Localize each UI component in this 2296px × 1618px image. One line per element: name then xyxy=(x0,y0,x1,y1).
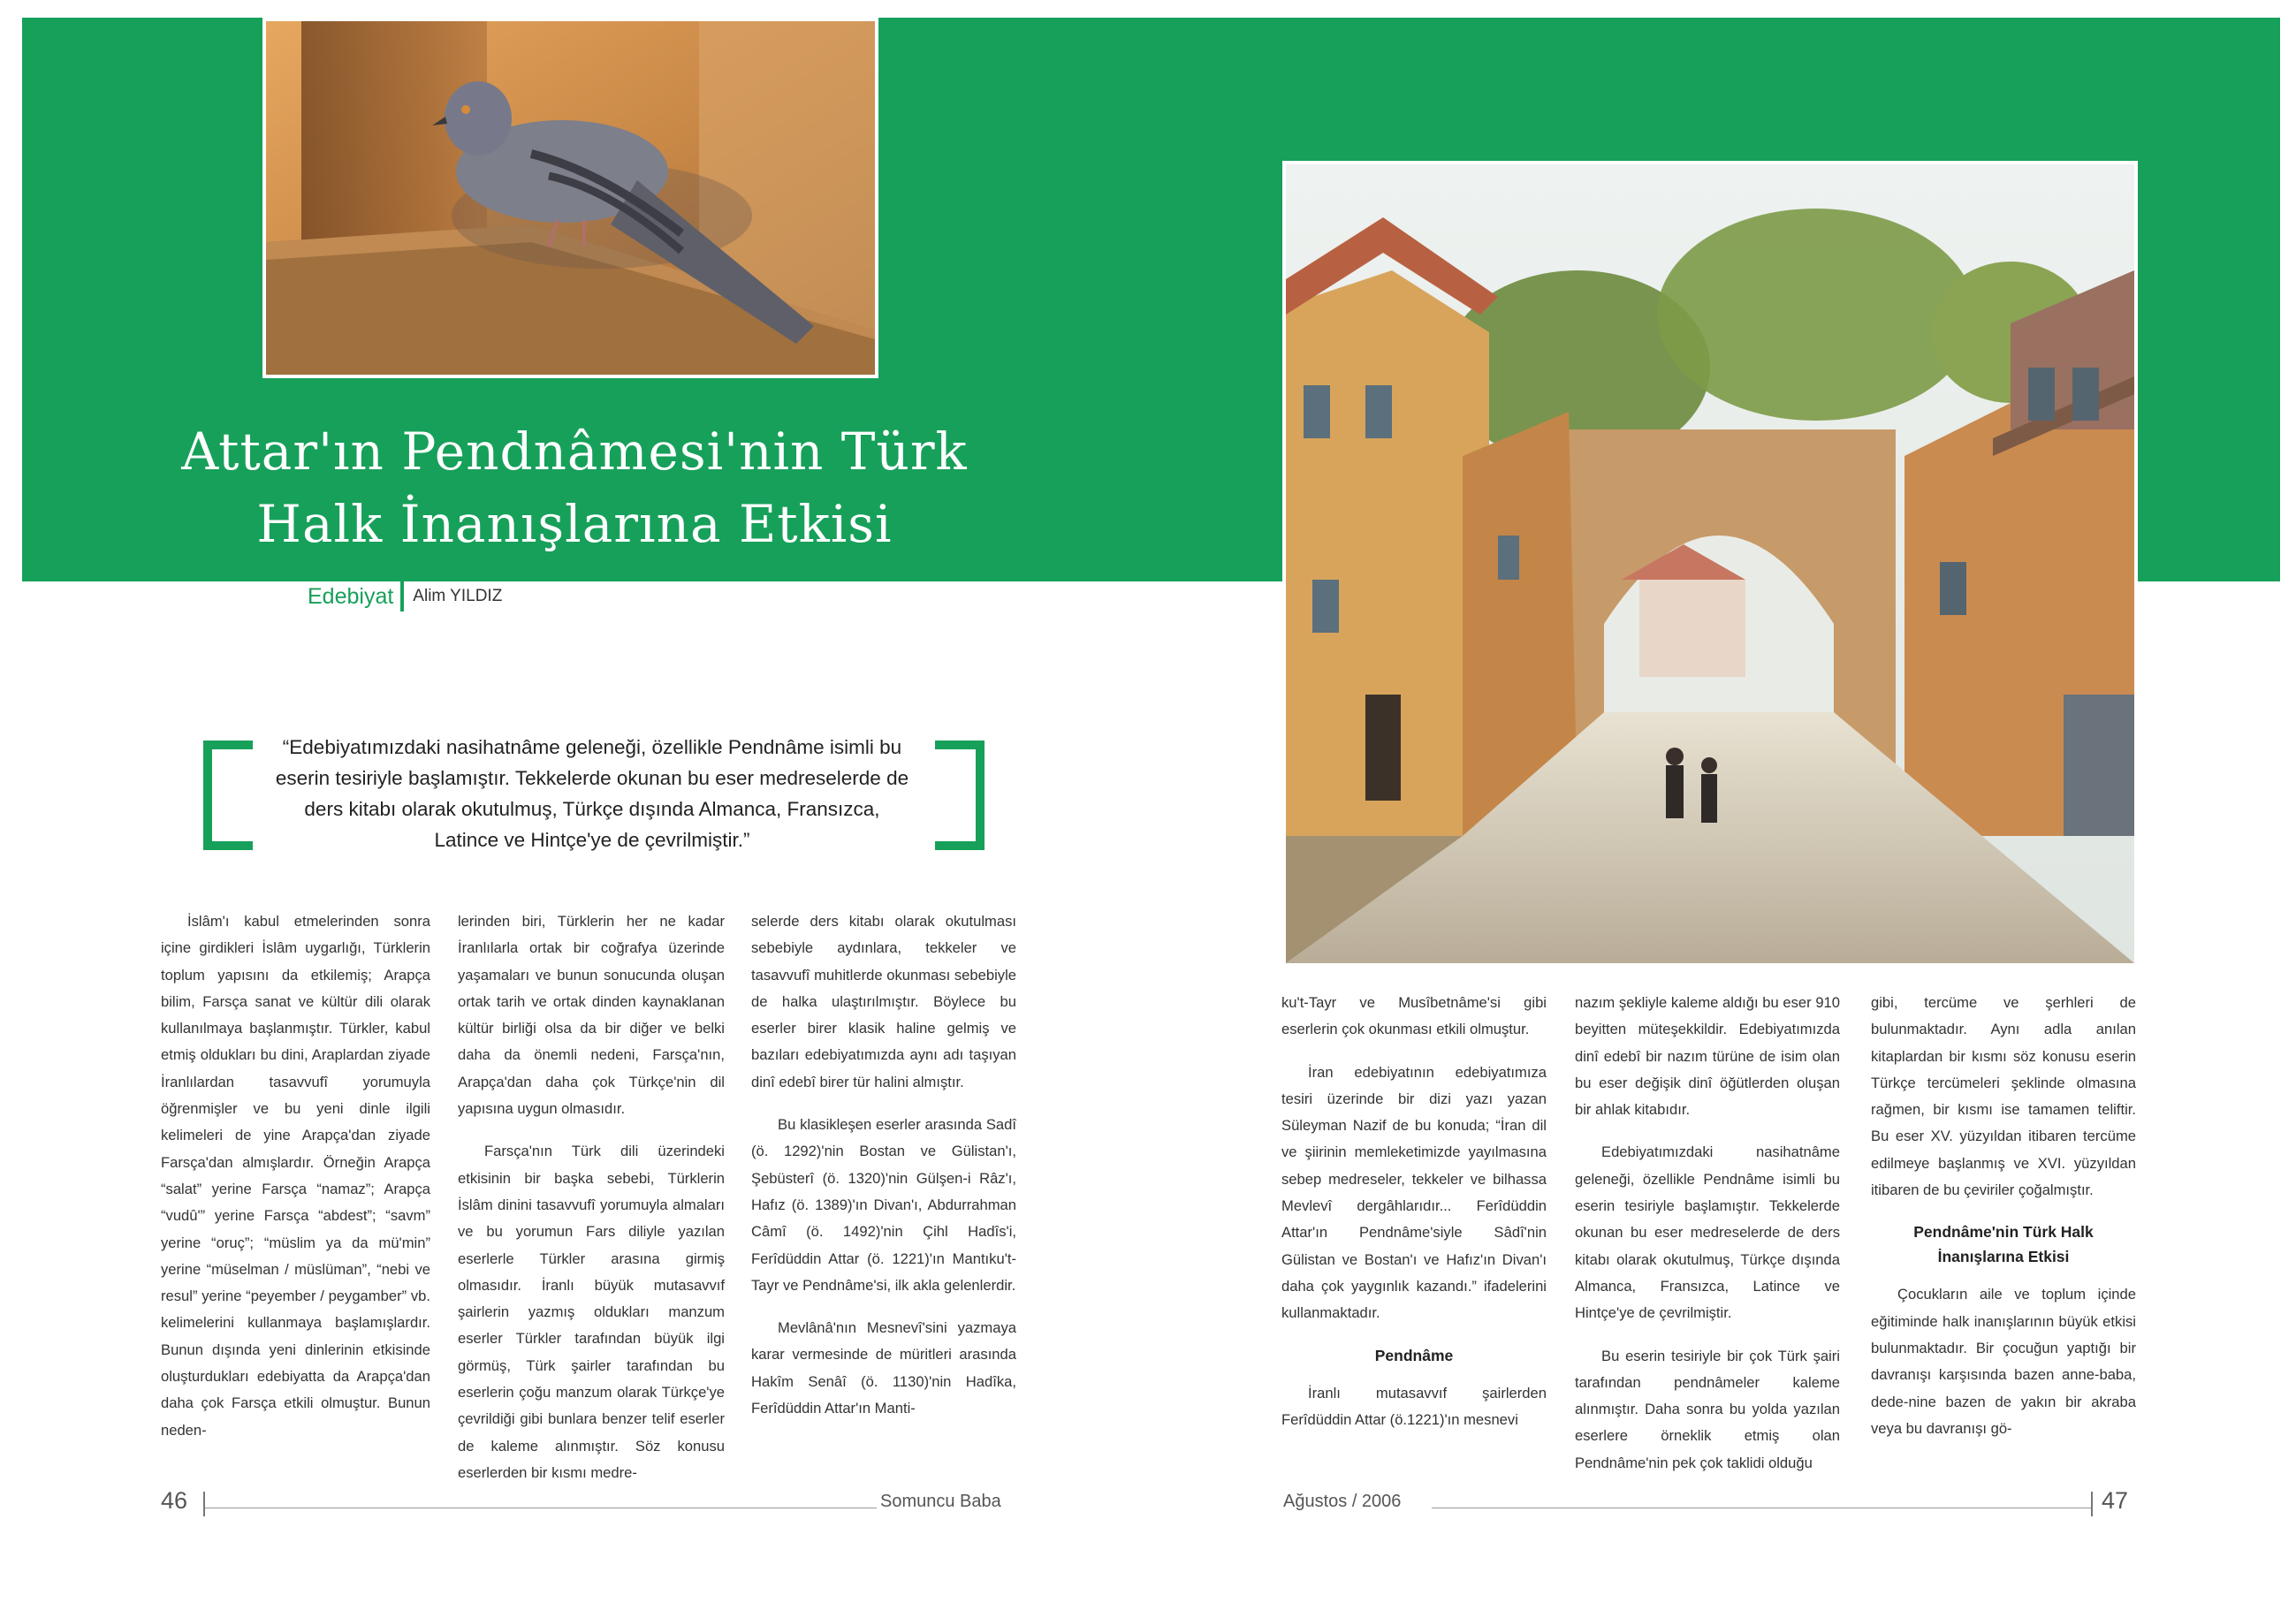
pull-quote: “Edebiyatımızdaki nasihatnâme geleneği, özellikle Pendnâme isimli bu eserin tesiriyle başlamıştır. Tekkelerde okunan bu eser medreselerde de ders kitabı olarak okutulmuş, Türkçe dışında Almanca, Fransızca, Latince ve Hintçe'ye de çevrilmiştir.” xyxy=(275,736,909,851)
quote-bracket-left xyxy=(203,741,253,850)
footer-tick-left xyxy=(203,1492,205,1516)
column-3 xyxy=(751,908,1016,1438)
column-4 xyxy=(1281,990,1547,1449)
paragraph: gibi, tercüme ve şerhleri de bulunmaktadır. Aynı adla anılan kitaplardan bir kısmı söz konusu eserin Türkçe tercümeleri şeklinde olmasına rağmen, bir kısmı ise tamamen teliftir. Bu eser XV. yüzyıldan itibaren tercüme edilmeye başlanmış ve XVI. yüzyıldan itibaren de bu çeviriler çoğalmıştır. xyxy=(1871,994,2136,1199)
footer-tick-right xyxy=(2091,1492,2093,1516)
title-line-2: Halk İnanışlarına Etkisi xyxy=(256,494,893,554)
byline xyxy=(308,581,502,611)
pigeon-image xyxy=(266,21,875,375)
column-6 xyxy=(1871,990,2136,1458)
paragraph: Bu klasikleşen eserler arasında Sadî (ö. 1292)'nin Bostan ve Gülistan'ı, Şebüsterî (ö. 1320)'nin Gülşen-i Râz'ı, Hafız (ö. 1389)'ın Divan'ı, Abdurrahman Câmî (ö. 1492)'nin Çihl Hadîs'i, Ferîdüddin Attar (ö. 1221)'ın Mantıku't-Tayr ve Pendnâme'si, ilk akla gelenlerdir. xyxy=(751,1116,1016,1294)
paragraph: selerde ders kitabı olarak okutulması sebebiyle aydınlara, tekkeler ve tasavvufî muhitlerde okunması sebebiyle de halka ulaştırılmıştır. Böylece bu eserler birer klasik haline gelmiş ve bazıları edebiyatımızda aynı adı taşıyan dinî edebî birer tür halini almıştır. xyxy=(751,913,1016,1090)
page-number-left: 46 xyxy=(161,1487,188,1514)
paragraph: Farsça'nın Türk dili üzerindeki etkisinin bir başka sebebi, Türklerin İslâm dinini tasavvufî yorumuyla almaları ve bu yorumun Fars diliyle yazılan eserlerle Türkler arasına girmiş olmasıdır. İranlı büyük mutasavvıf şairlerin yazmış oldukları manzum eserler Türkler tarafından büyük ilgi görmüş, Türk şairler tarafından bu eserlerin çoğu manzum olarak Türkçe'ye çevrildiği gibi bunlara benzer telif eserler de kaleme alınmıştır. Söz konusu eserlerden bir kısmı medre- xyxy=(458,1143,725,1481)
pigeon-photo xyxy=(262,18,878,378)
title-line-1: Attar'ın Pendnâmesi'nin Türk xyxy=(181,422,968,482)
street-painting xyxy=(1282,161,2138,967)
paragraph: ku't-Tayr ve Musîbetnâme'si gibi eserlerin çok okunması etkili olmuştur. xyxy=(1281,994,1547,1038)
column-5 xyxy=(1575,990,1840,1493)
section-label: Edebiyat xyxy=(308,583,394,609)
paragraph: İran edebiyatının edebiyatımıza tesiri üzerinde bir dizi yazı yazan Süleyman Nazif de bu konuda; “İran dil ve şiirinin memleketimizde yayılmasına sebep medreseler, tekkeler ve bilhassa Mevlevî dergâhlarıdır... Ferîdüddin Attar'ın Pendnâme'siyle Sâdî'nin Gülistan ve Bostan'ı ve Hafız'ın Divan'ı daha çok yaygınlık kazandı.” ifadelerini kullanmaktadır. xyxy=(1281,1063,1547,1322)
paragraph: lerinden biri, Türklerin her ne kadar İranlılarla ortak bir coğrafya üzerinde yaşamaları ve bunun sonucunda oluşan ortak tarih ve ortak dinden kaynaklanan kültür birliği olsa da bir diğer ve belki daha da önemli nedeni, Farsça'nın, Arapça'dan daha çok Türkçe'nin dil yapısına uygun olmasıdır. xyxy=(458,913,725,1118)
subheading-pendname: Pendnâme xyxy=(1374,1346,1454,1364)
author-name: Alim YILDIZ xyxy=(413,587,503,605)
subheading-line-1: Pendnâme'nin Türk Halk xyxy=(1913,1223,2094,1242)
paragraph: Çocukların aile ve toplum içinde eğitiminde halk inanışlarının büyük etkisi bulunmaktadır. Bir çocuğun yaptığı bir davranışı karşısında bazen anne-baba, dede-nine bazen de yakın bir akraba veya bu davranışı gö- xyxy=(1871,1286,2136,1437)
paragraph: Mevlânâ'nın Mesnevî'sini yazmaya karar vermesinde de müritleri arasında Hakîm Senâî (ö. 1130)'nin Hadîka, Ferîdüddin Attar'ın Manti- xyxy=(751,1319,1016,1417)
paragraph: İslâm'ı kabul etmelerinden sonra içine girdikleri İslâm uygarlığı, Türklerin toplum yapısını da etkilemiş; Arapça bilim, Farsça sanat ve kültür dili olarak kullanılmaya başlanmıştır. Türkler, kabul etmiş oldukları bu dini, Araplardan ziyade İranlılardan tasavvufî yorumuyla öğrenmişler ve bu yeni dinle ilgili kelimeleri de yine Arapça'dan ziyade Farsça'dan almışlardır. Örneğin Arapça “salat” yerine Farsça “namaz”; Arapça “vudû'” yerine Farsça “abdest”; “savm” yerine “oruç”; “müslim ya da mü'min” yerine “müselman / müslüman”, “nebi ve resul” yerine “peyember / peygamber” vb. kelimelerini kullanmaya başlamışlardır. Bunun dışında yeni dinlerinin etkisinde oluşturdukları edebiyatta da Arapça'dan daha çok Farsça etkili olmuştur. Bunun neden- xyxy=(161,913,430,1439)
byline-divider xyxy=(400,581,404,611)
column-1 xyxy=(161,908,430,1460)
magazine-name: Somuncu Baba xyxy=(880,1492,1001,1511)
page-number-right: 47 xyxy=(2102,1487,2129,1514)
paragraph: nazım şekliyle kaleme aldığı bu eser 910 beyitten müteşekkildir. Edebiyatımızda dinî edebî bir nazım türüne de isim olan bu eser değişik dinî öğütlerden oluşan bir ahlak kitabıdır. xyxy=(1575,994,1840,1119)
paragraph: Bu eserin tesiriyle bir çok Türk şairi tarafından pendnâmeler kaleme alınmıştır. Daha sonra bu yolda yazılan eserlere örneklik etmiş olan Pendnâme'nin pek çok taklidi olduğu xyxy=(1575,1347,1840,1471)
paragraph: Edebiyatımızdaki nasihatnâme geleneği, özellikle Pendnâme isimli bu eserin tesiriyle başlamıştır. Tekkelerde okunan bu eser medreselerde de ders kitabı olarak okutulmuş, Türkçe dışında Almanca, Fransızca, Latince ve Hintçe'ye de çevrilmiştir. xyxy=(1575,1143,1840,1322)
painting-image xyxy=(1286,164,2134,963)
paragraph: İranlı mutasavvıf şairlerden Ferîdüddin Attar (ö.1221)'ın mesnevi xyxy=(1281,1384,1547,1428)
subheading-line-2: İnanışlarına Etkisi xyxy=(1937,1248,2070,1266)
issue-date: Ağustos / 2006 xyxy=(1283,1492,1402,1511)
subheading-influence xyxy=(1871,1219,2136,1269)
column-2 xyxy=(458,908,725,1502)
quote-bracket-right xyxy=(935,741,985,850)
article-title xyxy=(159,415,990,560)
